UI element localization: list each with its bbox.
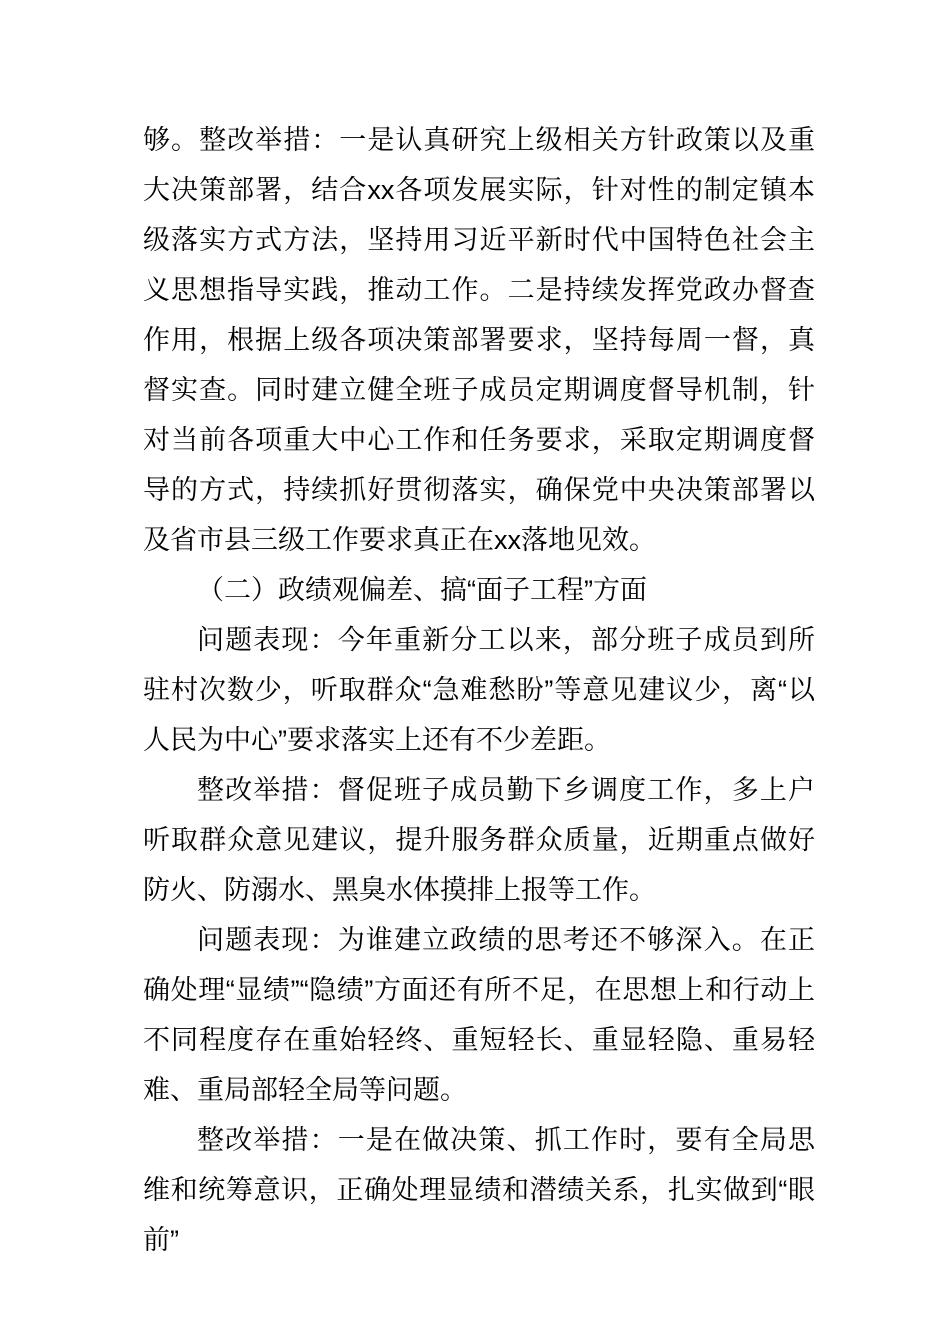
paragraph: 够。整改举措：一是认真研究上级相关方针政策以及重大决策部署，结合xx各项发展实际，针对性的制定镇本级落实方式方法，坚持用习近平新时代中国特色社会主义思想指导实践，推动工作。二是持续发挥党政办督查作用，根据上级各项决策部署要求，坚持每周一督，真督实查。同时建立健全班子成员定期调度督导机制，针对当前各项重大中心工作和任务要求，采取定期调度督导的方式，持续抓好贯彻落实，确保党中央决策部署以及省市县三级工作要求真正在xx落地见效。 [143, 125, 815, 555]
paragraph: 整改举措：一是在做决策、抓工作时，要有全局思维和统筹意识，正确处理显绩和潜绩关系，扎实做到“眼前” [143, 1125, 815, 1255]
document-body [143, 115, 815, 1265]
paragraph: 问题表现：今年重新分工以来，部分班子成员到所驻村次数少，听取群众“急难愁盼”等意见建议少，离“以人民为中心”要求落实上还有不少差距。 [143, 625, 815, 755]
paragraph: 整改举措：督促班子成员勤下乡调度工作，多上户听取群众意见建议，提升服务群众质量，近期重点做好防火、防溺水、黑臭水体摸排上报等工作。 [143, 775, 815, 905]
section-heading: （二）政绩观偏差、搞“面子工程”方面 [197, 575, 647, 605]
paragraph: 问题表现：为谁建立政绩的思考还不够深入。在正确处理“显绩”“隐绩”方面还有所不足，在思想上和行动上不同程度存在重始轻终、重短轻长、重显轻隐、重易轻难、重局部轻全局等问题。 [143, 925, 815, 1105]
